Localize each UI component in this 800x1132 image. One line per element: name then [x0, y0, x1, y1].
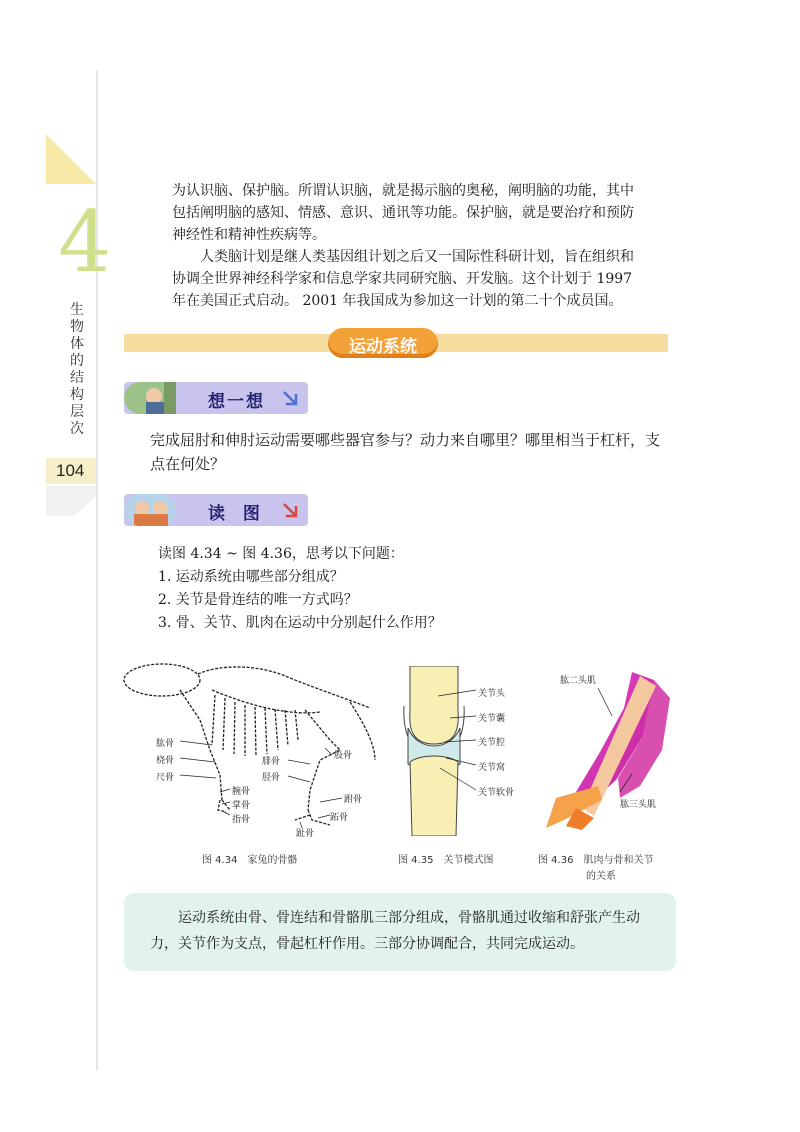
think-photo-icon: [124, 382, 176, 414]
chapter-number: 4: [58, 193, 112, 291]
joint-leader-lines: [430, 686, 480, 796]
summary-text: 运动系统由骨、骨连结和骨骼肌三部分组成，骨骼肌通过收缩和舒张产生动力，关节作为支点，骨起杠杆作用。三部分协调配合，共同完成运动。: [150, 910, 640, 952]
think-badge-label: 想一想: [208, 392, 265, 412]
read-intro: 读图 4.34 ~ 图 4.36，思考以下问题：: [158, 546, 404, 562]
read-photo-icon: [124, 494, 176, 526]
label-triceps: 肱三头肌: [620, 800, 657, 810]
page-number: 104: [56, 461, 85, 480]
caption-fig-4-36-line1: 图 4.36 肌肉与骨和关节: [538, 855, 654, 866]
label-ulna: 尺骨: [156, 773, 175, 783]
read-question-2: 2. 关节是骨连结的唯一方式吗？: [158, 592, 358, 608]
label-phalanx: 指骨: [232, 815, 251, 825]
read-badge-label: 读 图: [208, 504, 262, 524]
section-title: 运动系统: [349, 337, 417, 357]
label-fibula: 腓骨: [262, 757, 281, 767]
caption-fig-4-35: 图 4.35 关节模式图: [398, 855, 494, 866]
read-question-1: 1. 运动系统由哪些部分组成？: [158, 569, 344, 585]
label-joint-cartilage: 关节软骨: [478, 788, 515, 798]
chapter-tab-triangle: [46, 134, 96, 184]
label-metacarpal: 掌骨: [232, 801, 251, 811]
label-joint-cavity: 关节腔: [478, 738, 506, 748]
label-radius: 桡骨: [156, 756, 175, 766]
label-carpal: 腕骨: [232, 787, 251, 797]
label-femur: 股骨: [334, 751, 353, 761]
caption-fig-4-36-line2: 的关系: [586, 871, 616, 882]
think-question: 完成屈肘和伸肘运动需要哪些器官参与？动力来自哪里？哪里相当于杠杆，支点在何处？: [150, 431, 661, 473]
label-biceps: 肱二头肌: [560, 676, 597, 686]
label-joint-capsule: 关节囊: [478, 714, 506, 724]
label-metatarsal: 跖骨: [330, 813, 349, 823]
margin-notch: [46, 486, 96, 530]
label-toe: 趾骨: [296, 829, 315, 839]
label-tarsal: 跗骨: [344, 795, 363, 805]
paragraph-2: 人类脑计划是继人类基因组计划之后又一国际性科研计划，旨在组织和协调全世界神经科学家和信息学家共同研究脑、开发脑。这个计划于 1997 年在美国正式启动。 2001 年我国成为参加这一计划的第二十个成员国。: [172, 249, 634, 309]
label-joint-socket: 关节窝: [478, 763, 506, 773]
label-humerus: 肱骨: [156, 739, 175, 749]
arrow-icon: [280, 388, 300, 408]
paragraph-1: 为认识脑、保护脑。所谓认识脑，就是揭示脑的奥秘，阐明脑的功能，其中包括阐明脑的感知、情感、意识、通讯等功能。保护脑，就是要治疗和预防神经性和精神性疾病等。: [172, 183, 634, 243]
chapter-title: 生物体的结构层次: [70, 302, 84, 437]
muscle-leader-lines: [590, 682, 650, 802]
read-question-3: 3. 骨、关节、肌肉在运动中分别起什么作用？: [158, 615, 442, 631]
arrow-icon: [280, 500, 300, 520]
label-tibia: 胫骨: [262, 773, 281, 783]
caption-fig-4-34: 图 4.34 家兔的骨骼: [202, 855, 298, 866]
continued-text: [172, 180, 642, 312]
label-joint-head: 关节头: [478, 689, 506, 699]
